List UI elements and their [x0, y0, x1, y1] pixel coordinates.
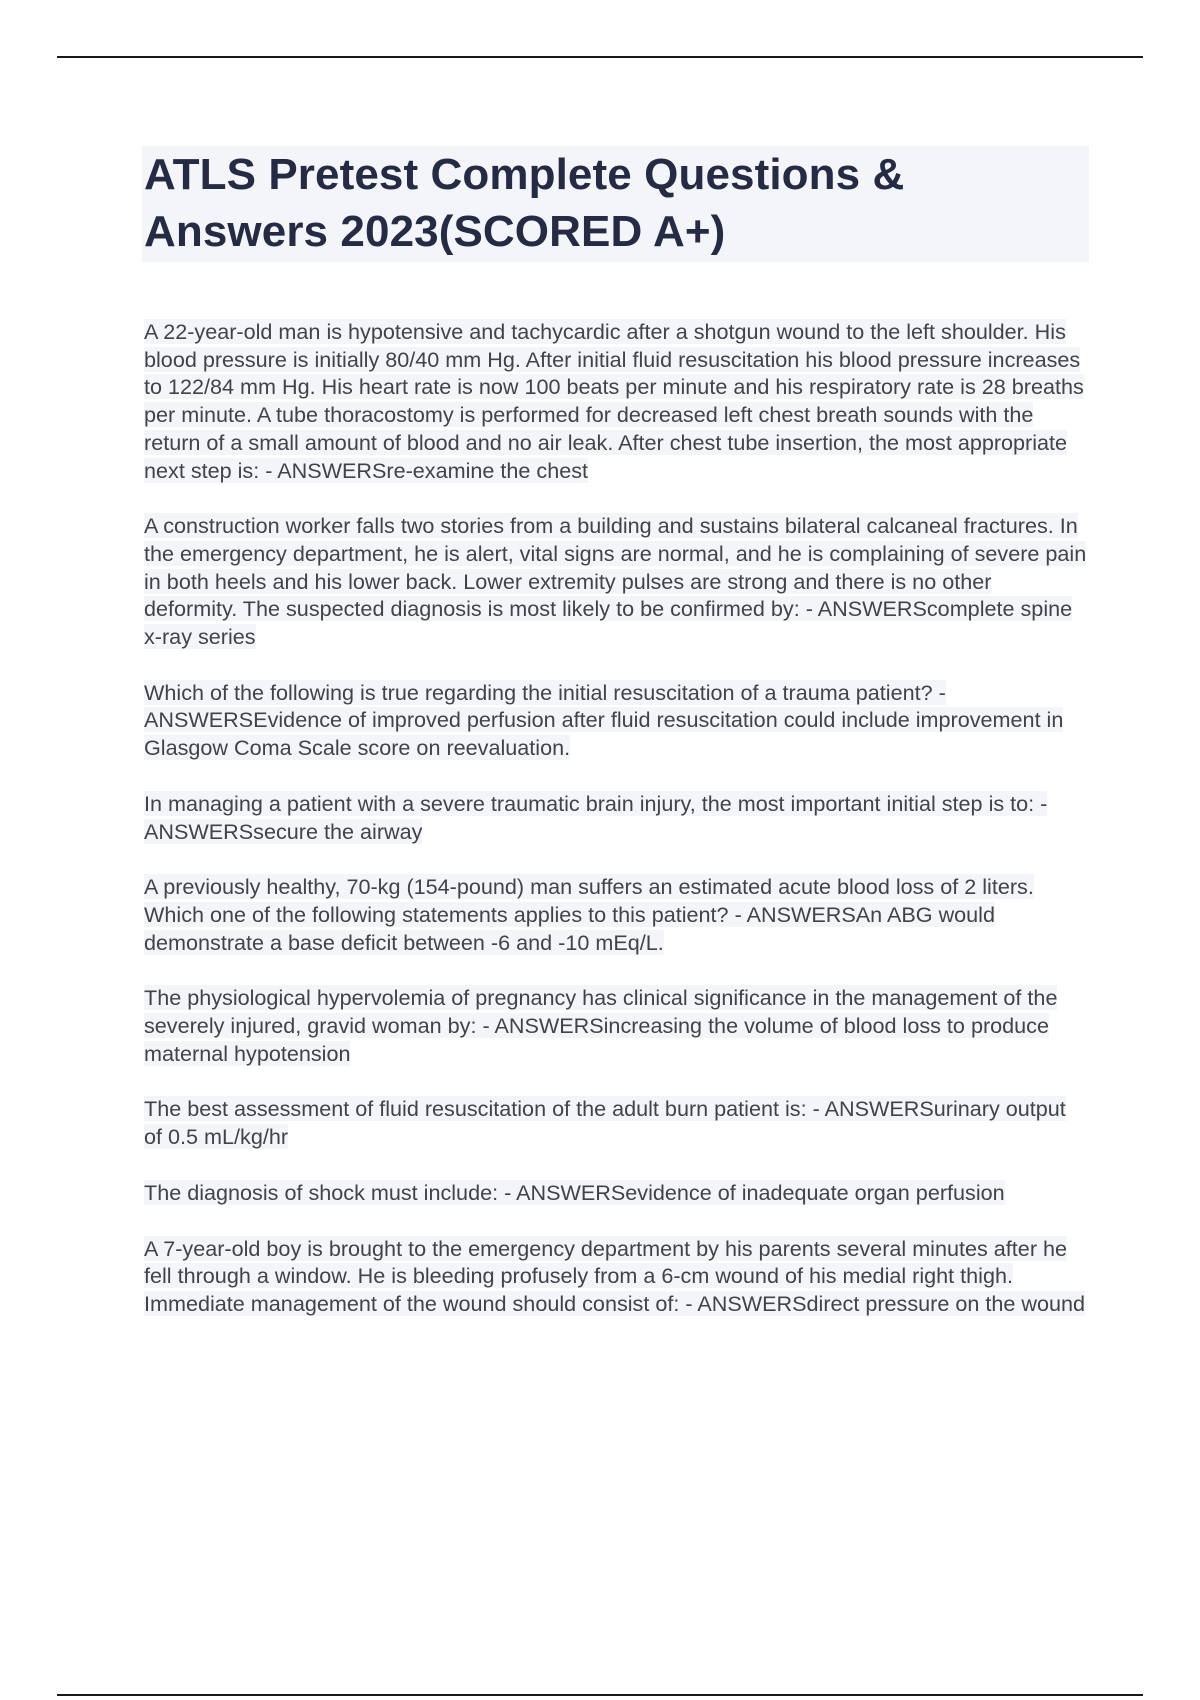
- qa-text: A previously healthy, 70-kg (154-pound) man suffers an estimated acute blood loss of 2 liters. Which one of the following statements applies to this patient? - ANSWERSAn ABG would demonstrate a base deficit between -6 and -10 mEq/L.: [144, 874, 1034, 955]
- qa-item-4: [144, 790, 1089, 845]
- qa-text: A 7-year-old boy is brought to the emergency department by his parents several minutes after he fell through a window. He is bleeding profusely from a 6-cm wound of his medial right thigh. Immediate management of the wound should consist of: - ANSWERSdirect pressure on the wound: [144, 1235, 1086, 1316]
- qa-text: The best assessment of fluid resuscitation of the adult burn patient is: - ANSWERSurinary output of 0.5 mL/kg/hr: [144, 1096, 1066, 1150]
- document-content: [144, 146, 1089, 1346]
- qa-item-8: [144, 1179, 1089, 1207]
- qa-text: Which of the following is true regarding the initial resuscitation of a trauma patient? - ANSWERSEvidence of improved perfusion after fluid resuscitation could include improvement in Glasgow Coma Scale score on reevaluation.: [144, 679, 1064, 761]
- qa-text: A construction worker falls two stories from a building and sustains bilateral calcaneal fractures. In the emergency department, he is alert, vital signs are normal, and he is complaining of severe pain in both heels and his lower back. Lower extremity pulses are strong and there is no other deformity. The suspected diagnosis is most likely to be confirmed by: - ANSWERScomplete spine x-ray series: [144, 513, 1087, 650]
- document-title: ATLS Pretest Complete Questions & Answers 2023(SCORED A+): [144, 150, 905, 256]
- title-block: [142, 146, 1089, 262]
- qa-item-5: [144, 873, 1089, 956]
- qa-text: The diagnosis of shock must include: - ANSWERSevidence of inadequate organ perfusion: [144, 1179, 1005, 1205]
- qa-text: The physiological hypervolemia of pregnancy has clinical significance in the management of the severely injured, gravid woman by: - ANSWERSincreasing the volume of blood loss to produce maternal hypotension: [144, 985, 1058, 1066]
- qa-item-6: [144, 984, 1089, 1067]
- qa-item-3: [144, 679, 1089, 762]
- qa-list: [144, 318, 1089, 1318]
- qa-item-1: [144, 318, 1089, 484]
- top-rule: [57, 56, 1143, 58]
- qa-text: In managing a patient with a severe traumatic brain injury, the most important initial step is to: - ANSWERSsecure the airway: [144, 790, 1048, 844]
- qa-item-7: [144, 1095, 1089, 1150]
- qa-text: A 22-year-old man is hypotensive and tachycardic after a shotgun wound to the left shoulder. His blood pressure is initially 80/40 mm Hg. After initial fluid resuscitation his blood pressure increases to 122/84 mm Hg. His heart rate is now 100 beats per minute and his respiratory rate is 28 breaths per minute. A tube thoracostomy is performed for decreased left chest breath sounds with the return of a small amount of blood and no air leak. After chest tube insertion, the most appropriate next step is: - ANSWERSre-examine the chest: [144, 319, 1084, 483]
- qa-item-9: [144, 1235, 1089, 1318]
- qa-item-2: [144, 512, 1089, 651]
- bottom-rule: [57, 1694, 1143, 1696]
